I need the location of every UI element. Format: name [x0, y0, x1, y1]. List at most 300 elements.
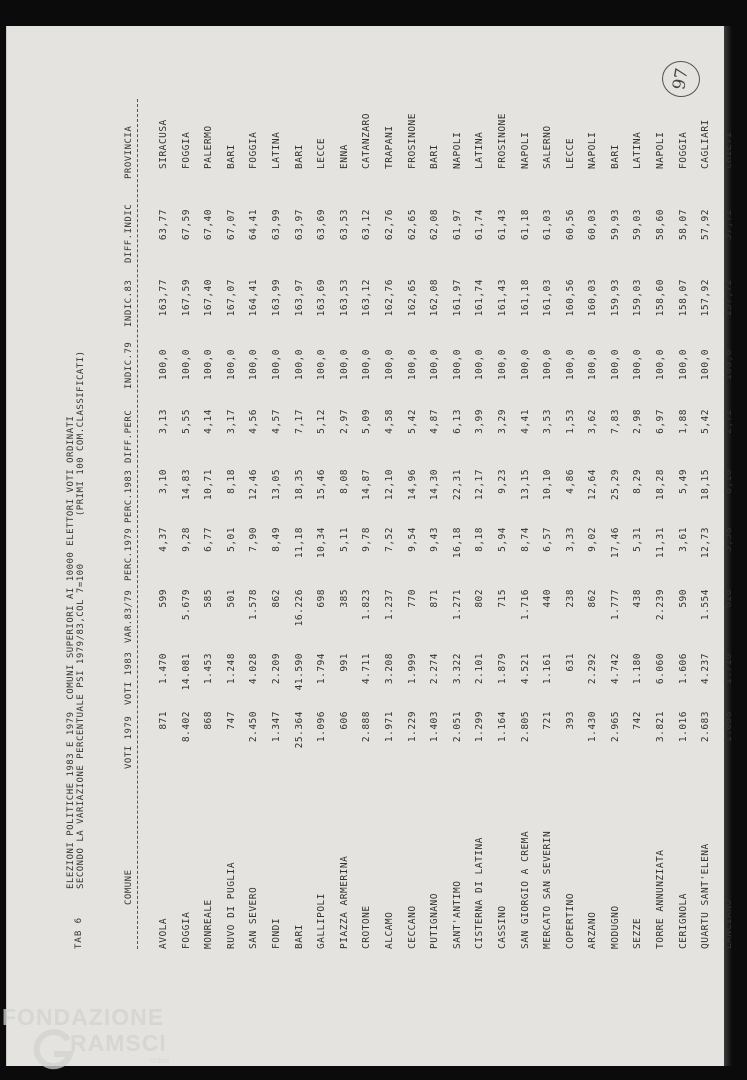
cell-v83: 1.161 — [542, 653, 554, 685]
table-row — [384, 59, 407, 949]
cell-dp: 4,57 — [270, 409, 282, 434]
watermark-line-1: FONDAZIONE — [2, 1004, 165, 1030]
cell-prov: NAPOLI — [655, 131, 667, 169]
col-indic-83: INDIC.83 — [124, 279, 134, 327]
cell-p79: 9,78 — [361, 527, 373, 552]
cell-di: 63,77 — [158, 209, 169, 241]
col-perc-1979: PERC.1979 — [124, 527, 134, 581]
cell-p79: 16,18 — [451, 527, 463, 559]
cell-p83: 9,23 — [496, 469, 508, 494]
cell-v79: 868 — [203, 711, 215, 730]
cell-p83: 4,86 — [564, 469, 576, 494]
cell-comune: SANT'ANTIMO — [451, 880, 463, 949]
cell-p79: 7,52 — [383, 527, 395, 552]
cell-i79: 100,0 — [338, 349, 350, 381]
cell-i79: 100,0 — [361, 349, 373, 381]
cell-p79: 9,02 — [587, 527, 599, 552]
cell-comune: CASSINO — [496, 905, 508, 949]
table-rotated — [66, 59, 734, 949]
table-row — [339, 59, 362, 949]
col-perc-1983: PERC.1983 — [124, 469, 134, 523]
cell-comune: ALCAMO — [383, 911, 395, 949]
cell-v83: 4.237 — [700, 653, 712, 685]
cell-prov: BARI — [429, 144, 441, 169]
cell-var: 599 — [158, 589, 169, 608]
cell-di: 60,56 — [564, 209, 576, 241]
cell-dp: 1,88 — [677, 409, 689, 434]
cell-var: 1.777 — [609, 589, 621, 621]
table-row — [248, 59, 271, 949]
cell-dp: 3,13 — [158, 409, 169, 434]
table-row — [655, 59, 678, 949]
cell-p79: 3,61 — [677, 527, 689, 552]
col-diff-indic: DIFF.INDIC — [124, 203, 134, 263]
cell-p79: 8,49 — [270, 527, 282, 552]
cell-p79: 5,01 — [225, 527, 237, 552]
cell-prov: LECCE — [564, 137, 576, 169]
cell-var: 16.226 — [293, 589, 305, 627]
cell-comune: ARZANO — [587, 911, 599, 949]
cell-di: 58,07 — [677, 209, 689, 241]
cell-dp: 4,87 — [429, 409, 441, 434]
cell-p83: 12,64 — [587, 469, 599, 501]
cell-i79: 100,0 — [316, 349, 328, 381]
cell-i83: 163,77 — [158, 279, 169, 317]
cell-di: 62,65 — [406, 209, 418, 241]
cell-p79: 8,18 — [474, 527, 486, 552]
cell-i83: 163,99 — [270, 279, 282, 317]
cell-di: 63,53 — [338, 209, 350, 241]
cell-v83: 1.716 — [722, 653, 734, 685]
cell-v83: 14.081 — [180, 653, 192, 691]
cell-dp: 4,56 — [248, 409, 260, 434]
watermark-line-2: RAMSCI — [70, 1030, 167, 1056]
table-row — [271, 59, 294, 949]
col-diff-perc: DIFF.PERC — [124, 409, 134, 463]
col-var: VAR.83/79 — [124, 589, 134, 643]
cell-p83: 14,96 — [406, 469, 418, 501]
cell-dp: 3,62 — [587, 409, 599, 434]
cell-i83: 158,07 — [677, 279, 689, 317]
cell-di: 61,43 — [496, 209, 508, 241]
col-comune: COMUNE — [124, 869, 134, 905]
table-row — [565, 59, 588, 949]
cell-p79: 5,11 — [338, 527, 350, 552]
cell-p79: 5,38 — [722, 527, 734, 552]
cell-v79: 2.805 — [519, 711, 531, 743]
cell-comune: QUARTU SANT'ELENA — [700, 843, 712, 949]
cell-comune: CECCANO — [406, 905, 418, 949]
cell-i79: 100,0 — [225, 349, 237, 381]
cell-i83: 157,72 — [722, 279, 734, 317]
cell-v79: 747 — [225, 711, 237, 730]
cell-i83: 162,76 — [383, 279, 395, 317]
cell-di: 59,03 — [632, 209, 644, 241]
cell-di: 59,93 — [609, 209, 621, 241]
cell-v83: 4.028 — [248, 653, 260, 685]
cell-comune: CERIGNOLA — [677, 893, 689, 949]
cell-di: 62,08 — [429, 209, 441, 241]
cell-di: 58,60 — [655, 209, 667, 241]
cell-p83: 18,35 — [293, 469, 305, 501]
cell-var: 1.271 — [451, 589, 463, 621]
header-divider — [137, 99, 138, 949]
cell-di: 61,18 — [519, 209, 531, 241]
cell-i83: 161,18 — [519, 279, 531, 317]
cell-var: 862 — [587, 589, 599, 608]
cell-p79: 5,94 — [496, 527, 508, 552]
cell-prov: FROSINONE — [496, 113, 508, 169]
cell-prov: NAPOLI — [587, 131, 599, 169]
table-row — [429, 59, 452, 949]
cell-di: 61,97 — [451, 209, 463, 241]
cell-v79: 1.299 — [474, 711, 486, 743]
watermark — [2, 1004, 202, 1074]
cell-p79: 11,31 — [655, 527, 667, 559]
table-row — [678, 59, 701, 949]
cell-var: 440 — [542, 589, 554, 608]
table-row — [407, 59, 430, 949]
table-row — [542, 59, 565, 949]
cell-prov: LATINA — [270, 131, 282, 169]
cell-dp: 4,41 — [519, 409, 531, 434]
table-row — [316, 59, 339, 949]
title-line-1: ELEZIONI POLITICHE 1983 E 1979 COMUNI SUPERIORI AI 10000 ELETTORI VOTI ORDINATI — [66, 415, 76, 889]
table-row — [361, 59, 384, 949]
watermark-onlus: onlus — [150, 1056, 170, 1065]
cell-prov: PALERMO — [203, 125, 215, 169]
cell-i79: 100,0 — [564, 349, 576, 381]
cell-v83: 2.274 — [429, 653, 441, 685]
cell-dp: 3,99 — [474, 409, 486, 434]
cell-i83: 160,03 — [587, 279, 599, 317]
cell-i79: 100,0 — [451, 349, 463, 381]
table-row — [520, 59, 543, 949]
cell-v79: 3.821 — [655, 711, 667, 743]
cell-prov: SIRACUSA — [158, 119, 169, 169]
col-provincia: PROVINCIA — [124, 125, 134, 179]
cell-comune: RUVO DI PUGLIA — [225, 861, 237, 949]
cell-p79: 7,90 — [248, 527, 260, 552]
cell-comune: FONDI — [270, 917, 282, 949]
tab-label: TAB 6 — [74, 916, 84, 949]
cell-comune: LANCIANO — [722, 899, 734, 949]
cell-p83: 13,05 — [270, 469, 282, 501]
cell-v79: 2.965 — [609, 711, 621, 743]
table-row — [203, 59, 226, 949]
cell-i79: 100,0 — [474, 349, 486, 381]
cell-prov: FOGGIA — [248, 131, 260, 169]
cell-var: 715 — [496, 589, 508, 608]
cell-v83: 1.180 — [632, 653, 644, 685]
cell-v79: 721 — [542, 711, 554, 730]
cell-var: 1.578 — [248, 589, 260, 621]
cell-i83: 159,03 — [632, 279, 644, 317]
cell-p83: 18,15 — [700, 469, 712, 501]
cell-var: 5.679 — [180, 589, 192, 621]
cell-dp: 5,42 — [700, 409, 712, 434]
cell-v79: 1.164 — [496, 711, 508, 743]
cell-prov: FROSINONE — [406, 113, 418, 169]
cell-v79: 742 — [632, 711, 644, 730]
cell-di: 63,12 — [361, 209, 373, 241]
cell-i79: 100,0 — [270, 349, 282, 381]
cell-p83: 10,10 — [542, 469, 554, 501]
column-headers — [124, 59, 136, 949]
cell-var: 2.239 — [655, 589, 667, 621]
cell-i83: 161,74 — [474, 279, 486, 317]
cell-dp: 4,58 — [383, 409, 395, 434]
cell-i79: 100,0 — [496, 349, 508, 381]
cell-di: 57,92 — [700, 209, 712, 241]
cell-di: 67,40 — [203, 209, 215, 241]
cell-var: 438 — [632, 589, 644, 608]
cell-v83: 1.879 — [496, 653, 508, 685]
cell-p83: 15,46 — [316, 469, 328, 501]
cell-p79: 9,43 — [429, 527, 441, 552]
cell-v79: 1.403 — [429, 711, 441, 743]
cell-comune: PIAZZA ARMERINA — [338, 855, 350, 949]
cell-i83: 157,92 — [700, 279, 712, 317]
cell-i79: 100,0 — [180, 349, 192, 381]
cell-p79: 4,37 — [158, 527, 169, 552]
cell-comune: SAN GIORGIO A CREMA — [519, 830, 531, 949]
cell-p83: 18,28 — [655, 469, 667, 501]
cell-v83: 2.101 — [474, 653, 486, 685]
cell-v79: 1.016 — [677, 711, 689, 743]
table-row — [587, 59, 610, 949]
cell-i83: 162,08 — [429, 279, 441, 317]
cell-v79: 8.402 — [180, 711, 192, 743]
cell-di: 63,99 — [270, 209, 282, 241]
cell-p83: 12,10 — [383, 469, 395, 501]
cell-v79: 1.971 — [383, 711, 395, 743]
cell-p79: 3,33 — [564, 527, 576, 552]
cell-i83: 163,97 — [293, 279, 305, 317]
cell-di: 63,97 — [293, 209, 305, 241]
table-row — [474, 59, 497, 949]
table-row — [158, 59, 181, 949]
table-row — [723, 59, 746, 949]
page-number: 97 — [659, 58, 703, 100]
cell-v83: 1.606 — [677, 653, 689, 685]
table-row — [181, 59, 204, 949]
cell-dp: 5,42 — [406, 409, 418, 434]
cell-dp: 4,14 — [203, 409, 215, 434]
cell-p83: 8,10 — [722, 469, 734, 494]
cell-var: 871 — [429, 589, 441, 608]
cell-p79: 9,54 — [406, 527, 418, 552]
cell-v79: 871 — [158, 711, 169, 730]
cell-dp: 2,98 — [632, 409, 644, 434]
cell-i83: 161,97 — [451, 279, 463, 317]
cell-prov: NAPOLI — [519, 131, 531, 169]
cell-prov: SALERNO — [542, 125, 554, 169]
table-row — [632, 59, 655, 949]
cell-v83: 991 — [338, 653, 350, 672]
table-row — [226, 59, 249, 949]
cell-prov: TRAPANI — [383, 125, 395, 169]
cell-var: 1.554 — [700, 589, 712, 621]
cell-di: 60,03 — [587, 209, 599, 241]
cell-comune: FOGGIA — [180, 911, 192, 949]
cell-di: 64,41 — [248, 209, 260, 241]
cell-v83: 41.590 — [293, 653, 305, 691]
cell-i79: 100,0 — [293, 349, 305, 381]
cell-v79: 393 — [564, 711, 576, 730]
cell-p79: 6,57 — [542, 527, 554, 552]
cell-p79: 5,31 — [632, 527, 644, 552]
cell-p83: 10,71 — [203, 469, 215, 501]
cell-p83: 14,87 — [361, 469, 373, 501]
cell-p83: 25,29 — [609, 469, 621, 501]
cell-dp: 3,53 — [542, 409, 554, 434]
cell-comune: MERCATO SAN SEVERIN — [542, 830, 554, 949]
col-voti-1979: VOTI 1979 — [124, 715, 134, 769]
cell-i83: 158,60 — [655, 279, 667, 317]
cell-comune: CROTONE — [361, 905, 373, 949]
cell-di: 63,69 — [316, 209, 328, 241]
cell-var: 770 — [406, 589, 418, 608]
cell-prov: CHIETI — [722, 131, 734, 169]
cell-p83: 8,08 — [338, 469, 350, 494]
cell-dp: 7,83 — [609, 409, 621, 434]
cell-v83: 1.794 — [316, 653, 328, 685]
cell-prov: CAGLIARI — [700, 119, 712, 169]
cell-i83: 167,40 — [203, 279, 215, 317]
cell-var: 1.716 — [519, 589, 531, 621]
cell-v83: 1.999 — [406, 653, 418, 685]
cell-i83: 163,69 — [316, 279, 328, 317]
cell-prov: BARI — [225, 144, 237, 169]
cell-v83: 1.248 — [225, 653, 237, 685]
cell-prov: BARI — [609, 144, 621, 169]
cell-v83: 3.322 — [451, 653, 463, 685]
cell-p83: 5,49 — [677, 469, 689, 494]
cell-p83: 14,30 — [429, 469, 441, 501]
cell-i83: 161,03 — [542, 279, 554, 317]
cell-p79: 17,46 — [609, 527, 621, 559]
cell-comune: PUTIGNANO — [429, 893, 441, 949]
cell-prov: LECCE — [316, 137, 328, 169]
cell-dp: 7,17 — [293, 409, 305, 434]
cell-v79: 25.364 — [293, 711, 305, 749]
cell-dp: 3,29 — [496, 409, 508, 434]
col-indic-79: INDIC.79 — [124, 341, 134, 389]
cell-var: 385 — [338, 589, 350, 608]
cell-prov: ENNA — [338, 144, 350, 169]
cell-v83: 4.711 — [361, 653, 373, 685]
cell-v83: 4.521 — [519, 653, 531, 685]
cell-p83: 12,46 — [248, 469, 260, 501]
cell-comune: SAN SEVERO — [248, 886, 260, 949]
cell-v79: 1.229 — [406, 711, 418, 743]
cell-p83: 8,18 — [225, 469, 237, 494]
cell-v79: 606 — [338, 711, 350, 730]
cell-dp: 1,53 — [564, 409, 576, 434]
cell-prov: LATINA — [632, 131, 644, 169]
table-body — [158, 59, 745, 949]
cell-comune: SEZZE — [632, 917, 644, 949]
cell-dp: 3,17 — [225, 409, 237, 434]
cell-comune: CISTERNA DI LATINA — [474, 837, 486, 949]
cell-di: 67,07 — [225, 209, 237, 241]
cell-i83: 167,59 — [180, 279, 192, 317]
cell-v79: 2.683 — [700, 711, 712, 743]
cell-dp: 6,97 — [655, 409, 667, 434]
cell-var: 802 — [474, 589, 486, 608]
cell-v83: 2.292 — [587, 653, 599, 685]
cell-v83: 631 — [564, 653, 576, 672]
cell-p79: 11,18 — [293, 527, 305, 559]
table-row — [294, 59, 317, 949]
cell-var: 585 — [203, 589, 215, 608]
cell-prov: CATANZARO — [361, 113, 373, 169]
cell-p83: 12,17 — [474, 469, 486, 501]
table-title — [66, 350, 86, 889]
cell-comune: AVOLA — [158, 917, 169, 949]
cell-var: 698 — [316, 589, 328, 608]
cell-v83: 6.060 — [655, 653, 667, 685]
cell-v79: 1.088 — [722, 711, 734, 743]
cell-p83: 13,15 — [519, 469, 531, 501]
cell-p79: 10,34 — [316, 527, 328, 559]
cell-i79: 100,0 — [406, 349, 418, 381]
cell-p79: 9,28 — [180, 527, 192, 552]
cell-prov: FOGGIA — [677, 131, 689, 169]
cell-v83: 1.470 — [158, 653, 169, 685]
cell-i79: 100,0 — [677, 349, 689, 381]
cell-i83: 159,93 — [609, 279, 621, 317]
cell-i79: 100,0 — [722, 349, 734, 381]
cell-var: 501 — [225, 589, 237, 608]
cell-i83: 161,43 — [496, 279, 508, 317]
cell-i79: 100,0 — [383, 349, 395, 381]
cell-v83: 2.209 — [270, 653, 282, 685]
cell-di: 57,72 — [722, 209, 734, 241]
cell-di: 61,03 — [542, 209, 554, 241]
cell-i79: 100,0 — [655, 349, 667, 381]
cell-var: 862 — [270, 589, 282, 608]
cell-prov: FOGGIA — [180, 131, 192, 169]
cell-p83: 8,29 — [632, 469, 644, 494]
cell-i79: 100,0 — [203, 349, 215, 381]
cell-p83: 14,83 — [180, 469, 192, 501]
cell-comune: TORRE ANNUNZIATA — [655, 849, 667, 949]
cell-v79: 2.051 — [451, 711, 463, 743]
cell-i83: 164,41 — [248, 279, 260, 317]
col-voti-1983: VOTI 1983 — [124, 651, 134, 705]
cell-var: 1.237 — [383, 589, 395, 621]
table-row — [700, 59, 723, 949]
table-row — [452, 59, 475, 949]
cell-var: 238 — [564, 589, 576, 608]
cell-dp: 2,72 — [722, 409, 734, 434]
cell-i83: 162,65 — [406, 279, 418, 317]
cell-dp: 2,97 — [338, 409, 350, 434]
cell-i83: 160,56 — [564, 279, 576, 317]
cell-comune: MODUGNO — [609, 905, 621, 949]
cell-v83: 3.208 — [383, 653, 395, 685]
cell-prov: NAPOLI — [451, 131, 463, 169]
cell-dp: 6,13 — [451, 409, 463, 434]
cell-i83: 167,07 — [225, 279, 237, 317]
cell-i79: 100,0 — [632, 349, 644, 381]
cell-comune: MONREALE — [203, 899, 215, 949]
table-header — [66, 59, 126, 949]
cell-dp: 5,55 — [180, 409, 192, 434]
cell-dp: 5,09 — [361, 409, 373, 434]
